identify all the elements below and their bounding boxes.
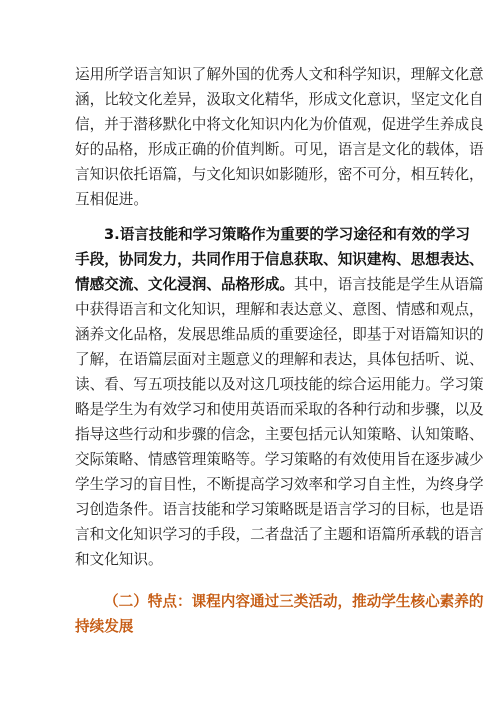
text-line: 略是学生为有效学习和使用英语而采取的各种行动和步骤，以及 xyxy=(75,401,484,418)
text-line: 了解，在语篇层面对主题意义的理解和表达，具体包括听、说、 xyxy=(75,351,484,368)
text-line: 习创造条件。语言技能和学习策略既是语言学习的目标，也是语 xyxy=(75,501,484,518)
text-line: 运用所学语言知识了解外国的优秀人文和科学知识，理解文化意 xyxy=(75,66,484,83)
mixed-line xyxy=(75,272,484,297)
text-line: 交际策略、情感管理策略等。学习策略的有效使用旨在逐步减少 xyxy=(75,451,484,468)
text-line: 指导这些行动和步骤的信念，主要包括元认知策略、认知策略、 xyxy=(75,426,484,443)
text-line: 互相促进。 xyxy=(75,191,148,208)
text-line: 涵养文化品格，发展思维品质的重要途径，即基于对语篇知识的 xyxy=(75,326,484,343)
paragraph-lead-line: 3.语言技能和学习策略作为重要的学习途径和有效的学习 xyxy=(104,226,470,243)
text-line: 涵，比较文化差异，汲取文化精华，形成文化意识，坚定文化自 xyxy=(75,91,484,108)
text-line: 和文化知识。 xyxy=(75,551,163,568)
text-line: 好的品格，形成正确的价值判断。可见，语言是文化的载体，语 xyxy=(75,141,484,158)
text-line: 言和文化知识学习的手段，二者盘活了主题和语篇所承载的语言 xyxy=(75,526,484,543)
heading-line: 持续发展 xyxy=(75,618,134,635)
text-line: 学生学习的盲目性，不断提高学习效率和学习自主性，为终身学 xyxy=(75,476,484,493)
bold-text-segment: 情感交流、文化浸润、品格形成。 xyxy=(75,276,294,293)
paragraph-lead-line: 手段，协同发力，共同作用于信息获取、知识建构、思想表达、 xyxy=(75,251,484,268)
text-line: 言知识依托语篇，与文化知识如影随形，密不可分，相互转化， xyxy=(75,166,484,183)
paragraph-cultural-knowledge xyxy=(75,62,484,212)
text-line: 中获得语言和文化知识，理解和表达意义、意图、情感和观点， xyxy=(75,301,484,318)
section-heading xyxy=(75,589,484,639)
text-line: 读、看、写五项技能以及对这几项技能的综合运用能力。学习策 xyxy=(75,376,484,393)
text-line: 信，并于潜移默化中将文化知识内化为价值观，促进学生养成良 xyxy=(75,116,484,133)
heading-line: （二）特点：课程内容通过三类活动，推动学生核心素养的 xyxy=(104,593,484,610)
paragraph-skills-strategies xyxy=(75,222,484,572)
normal-text-segment: 其中，语言技能是学生从语篇 xyxy=(293,276,484,293)
